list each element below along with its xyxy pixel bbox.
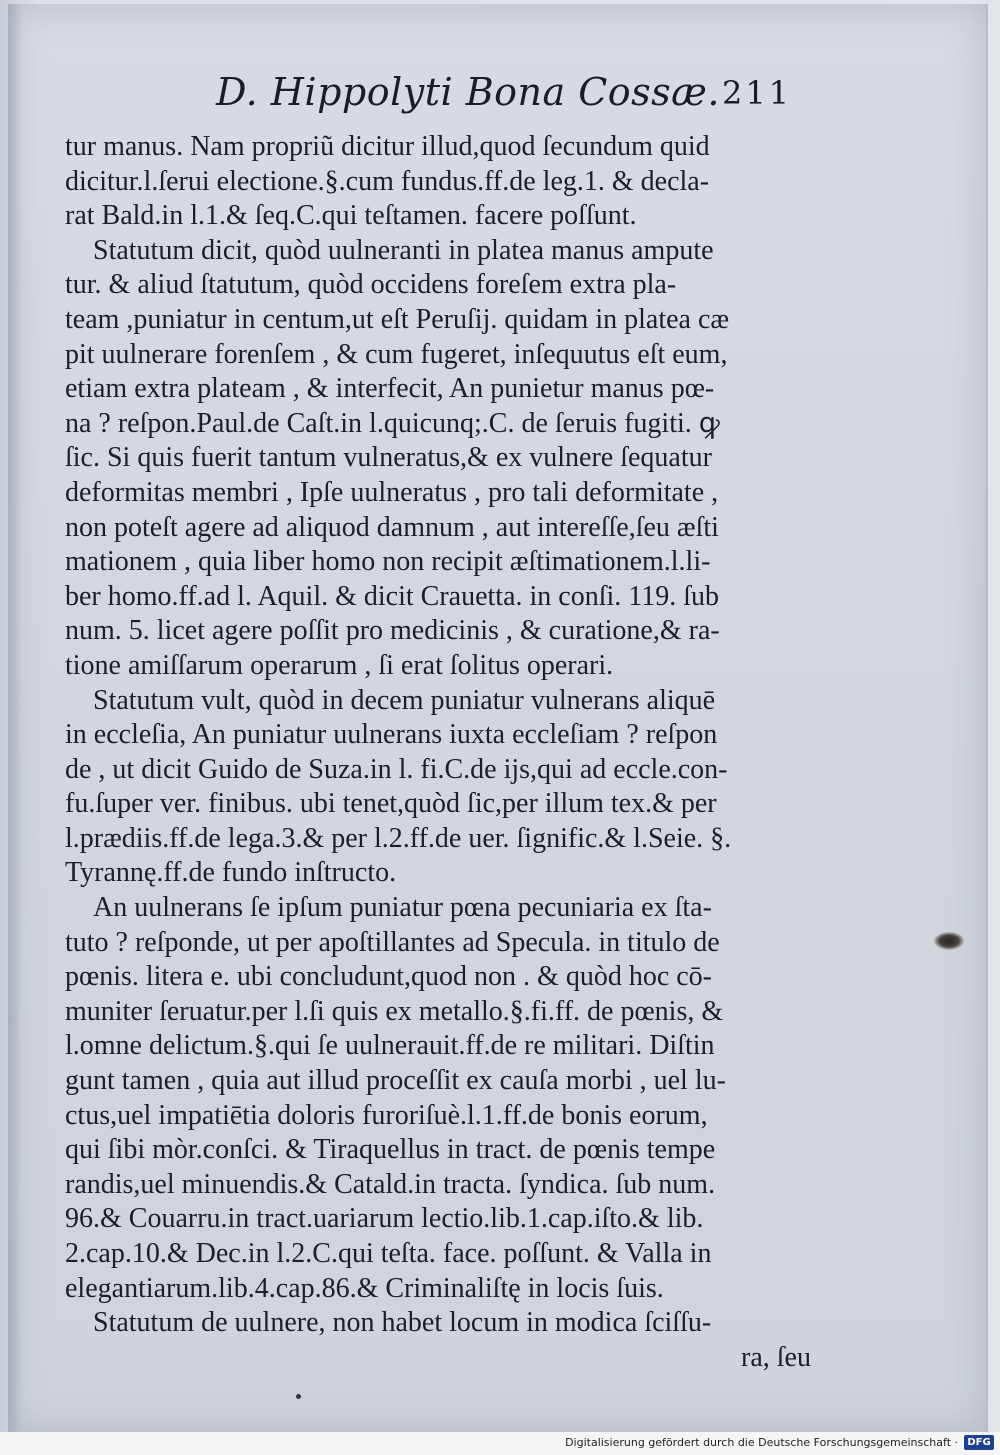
text-line: ber homo.ff.ad l. Aquil. & dicit Crauetta. in conſi. 119. ſub xyxy=(65,580,720,612)
text-line: l.prædiis.ff.de lega.3.& per l.2.ff.de uer. ſignific.& l.Seie. §. xyxy=(65,822,732,854)
text-line: tur manus. Nam propriũ dicitur illud,quod ſecundum quid xyxy=(65,131,710,162)
text-line: randis,uel minuendis.& Catald.in tracta. ſyndica. ſub num. xyxy=(65,1168,716,1200)
text-line: de , ut dicit Guido de Suza.in l. fi.C.de ijs,qui ad eccle.con- xyxy=(65,753,728,785)
paragraph-start-line: Statutum de uulnere, non habet locum in modica ſciſſu- xyxy=(93,1307,712,1339)
catchword: ra, ſeu xyxy=(741,1341,811,1373)
text-line: dicitur.l.ſerui electione.§.cum fundus.ff.de leg.1. & decla- xyxy=(65,165,710,197)
text-line: 96.& Couarru.in tract.uariarum lectio.lib.1.cap.iſto.& lib. xyxy=(65,1203,704,1235)
text-line: ctus,uel impatiētia doloris furoriſuè.l.1.ff.de bonis eorum, xyxy=(65,1099,708,1131)
text-line: na ? reſpon.Paul.de Caſt.in l.quicunq;.C. de ſeruis fugiti. ꝙ xyxy=(65,407,720,439)
body-text xyxy=(65,130,845,1375)
digitization-footer xyxy=(0,1432,1000,1455)
text-line: etiam extra plateam , & interfecit, An punietur manus pœ- xyxy=(65,373,715,405)
text-line: qui ſibi mòr.conſci. & Tiraquellus in tract. de pœnis tempe xyxy=(65,1134,716,1166)
dfg-logo: DFG xyxy=(964,1435,994,1450)
paragraph-start-line: An uulnerans ſe ipſum puniatur pœna pecuniaria ex ſta- xyxy=(93,892,712,924)
page-gutter-shadow xyxy=(8,4,22,1432)
paragraph-start-line: Statutum dicit, quòd uulneranti in platea manus ampute xyxy=(93,234,714,266)
text-line: team ,puniatur in centum,ut eſt Peruſij. quidam in platea cæ xyxy=(65,303,730,335)
text-line: rat Bald.in l.1.& ſeq.C.qui teſtamen. facere poſſunt. xyxy=(65,200,637,232)
running-head xyxy=(8,70,986,126)
text-line: tur. & aliud ſtatutum, quòd occidens foreſem extra pla- xyxy=(65,269,677,301)
text-line: mationem , quia liber homo non recipit æſtimationem.l.li- xyxy=(65,546,711,578)
text-line: non poteſt agere ad aliquod damnum , aut intereſſe,ſeu æſti xyxy=(65,511,719,543)
funding-credit: Digitalisierung gefördert durch die Deutsche Forschungsgemeinschaft · xyxy=(565,1436,958,1449)
text-line: ſic. Si quis fuerit tantum vulneratus,& ex vulnere ſequatur xyxy=(65,442,712,474)
text-line: tione amiſſarum operarum , ſi erat ſolitus operari. xyxy=(65,649,614,681)
text-line: Tyrannę.ff.de fundo inſtructo. xyxy=(65,857,397,889)
text-line: pit uulnerare forenſem , & cum fugeret, inſequutus eſt eum, xyxy=(65,338,728,370)
running-head-title: D. Hippolyti Bona Cossæ. xyxy=(216,70,720,114)
text-line: pœnis. litera e. ubi concludunt,quod non . & quòd hoc cō- xyxy=(65,961,712,993)
text-line: in eccleſia, An puniatur uulnerans iuxta eccleſiam ? reſpon xyxy=(65,719,718,751)
text-line: l.omne delictum.§.qui ſe uulnerauit.ff.de re militari. Diſtin xyxy=(65,1030,715,1062)
text-line: 2.cap.10.& Dec.in l.2.C.qui teſta. face. poſſunt. & Valla in xyxy=(65,1238,712,1269)
page-number: 211 xyxy=(722,74,793,112)
text-line: fu.ſuper ver. finibus. ubi tenet,quòd ſic,per illum tex.& per xyxy=(65,788,717,820)
text-line: muniter ſeruatur.per l.ſi quis ex metallo.§.fi.ff. de pœnis, & xyxy=(65,995,724,1027)
ink-dot xyxy=(296,1394,301,1399)
ink-stain xyxy=(934,932,964,950)
text-line: gunt tamen , quia aut illud proceſſit ex cauſa morbi , uel lu- xyxy=(65,1065,726,1097)
book-page xyxy=(8,4,988,1432)
text-line: elegantiarum.lib.4.cap.86.& Criminaliſtę in locis ſuis. xyxy=(65,1272,664,1304)
text-line: deformitas membri , Ipſe uulneratus , pro tali deformitate , xyxy=(65,476,719,508)
text-line: num. 5. licet agere poſſit pro medicinis , & curatione,& ra- xyxy=(65,615,720,647)
text-line: tuto ? reſponde, ut per apoſtillantes ad Specula. in titulo de xyxy=(65,926,720,958)
paragraph-start-line: Statutum vult, quòd in decem puniatur vulnerans aliquē xyxy=(93,684,716,716)
